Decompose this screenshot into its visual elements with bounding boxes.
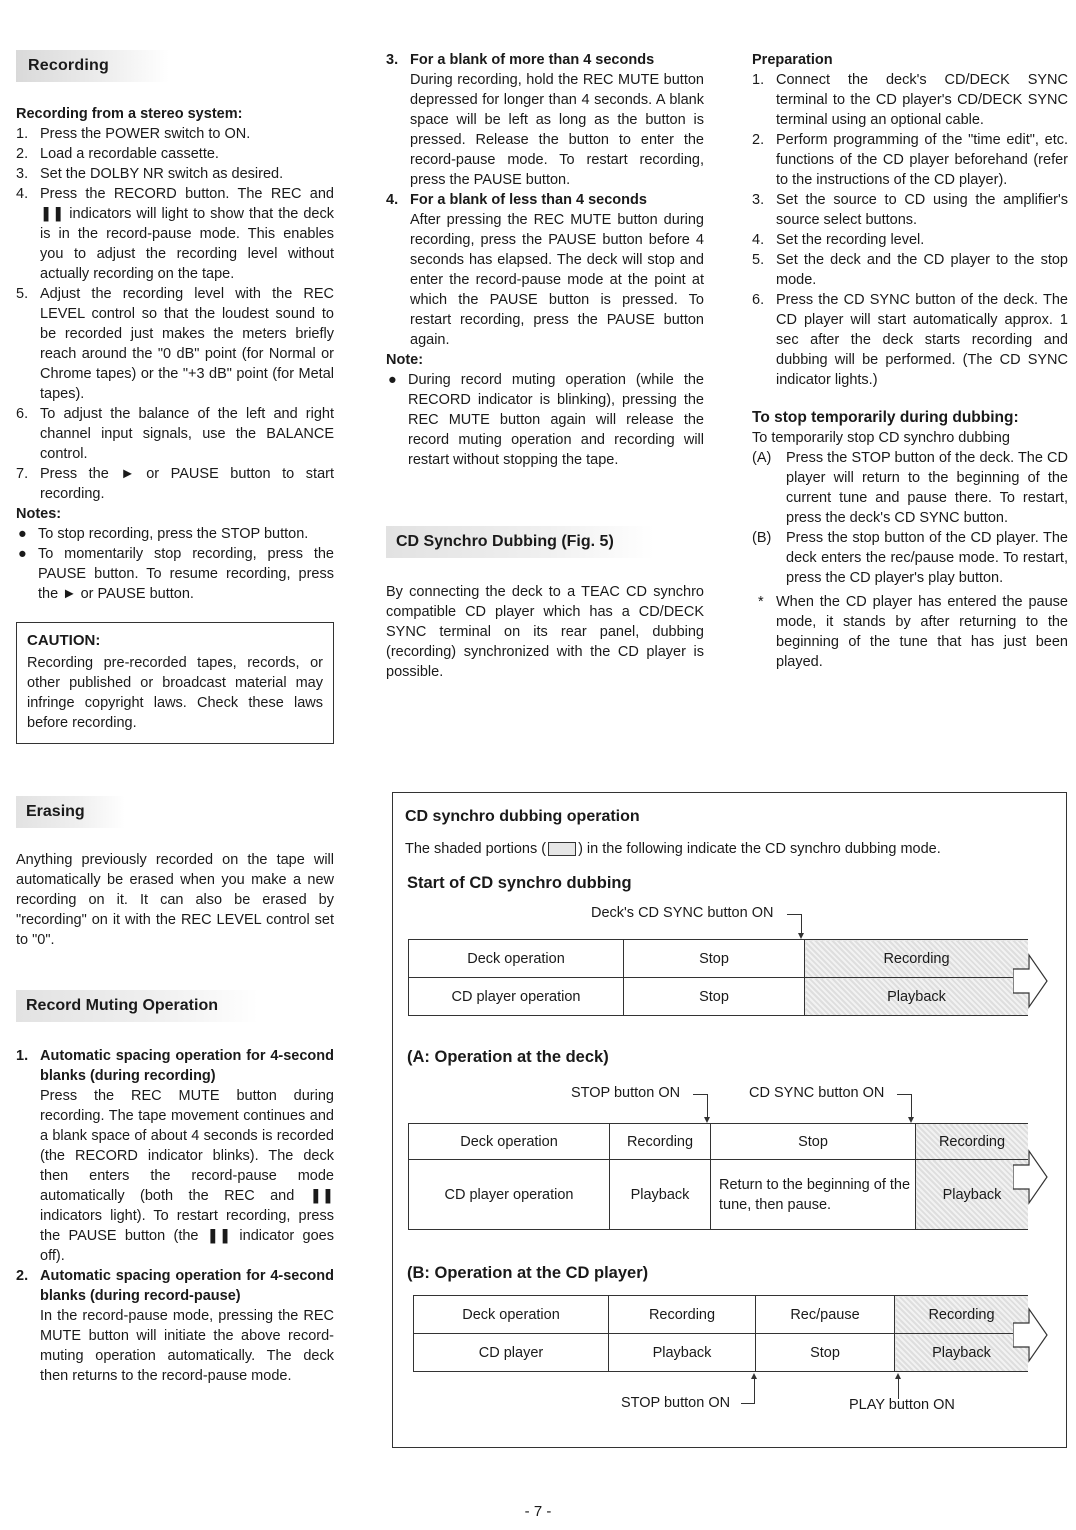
table-cell: Stop — [624, 978, 805, 1016]
cd-synchro-diagram — [392, 792, 1067, 1448]
table-cell: Playback — [916, 1160, 1029, 1230]
notes-list — [16, 524, 334, 604]
section-a-title: (A: Operation at the deck) — [407, 1048, 609, 1066]
table-row — [409, 1124, 1029, 1160]
list-item: 6. Press the CD SYNC button of the deck. The CD player will start automatically approx. 1 sec after the deck starts recording and dubbing will be performed. (The CD SYNC indicator lights.) — [752, 292, 1068, 388]
column-right — [752, 50, 1068, 672]
recording-heading: Recording — [16, 50, 169, 82]
table-cell: Playback — [610, 1160, 711, 1230]
section-b-table — [413, 1295, 1028, 1372]
table-cell: Recording — [916, 1124, 1029, 1160]
start-title: Start of CD synchro dubbing — [407, 874, 632, 892]
muting-note-list — [386, 370, 704, 470]
erasing-heading: Erasing — [16, 796, 125, 828]
table-cell: Deck operation — [409, 1124, 610, 1160]
stop-temp-intro: To temporarily stop CD synchro dubbing — [752, 430, 1010, 446]
stop-temp-items — [752, 448, 1068, 588]
list-item: 1. Automatic spacing operation for 4-second blanks (during recording) Press the REC MUTE button during recording. The tape movement continues and a blank space of about 4 seconds is recorded (the RECORD indicator blinks). The deck then enters the record-pause mode automatically (both the REC and ❚❚ indicators light). To restart recording, press the PAUSE button (the ❚❚ indicator goes off). — [16, 1048, 334, 1264]
arrow-right-icon — [1013, 1307, 1049, 1363]
list-item: 2. Load a recordable cassette. — [16, 146, 219, 162]
list-item: 7. Press the ► or PAUSE button to start recording. — [16, 466, 334, 502]
list-item: 5. Set the deck and the CD player to the stop mode. — [752, 252, 1068, 288]
list-item: 6. To adjust the balance of the left and right channel input signals, use the BALANCE control. — [16, 406, 334, 462]
column-left — [16, 50, 334, 1386]
table-cell: Return to the beginning of the tune, then pause. — [711, 1160, 916, 1230]
table-cell: Recording — [895, 1296, 1029, 1334]
list-item: 3. Set the DOLBY NR switch as desired. — [16, 166, 284, 182]
list-item: 4. For a blank of less than 4 seconds After pressing the REC MUTE button during recording, press the PAUSE button before 4 seconds has elapsed. The deck will stop and enter the record-pause mode at the point at which the PAUSE button is pressed. To restart recording, press the PAUSE button again. — [386, 192, 704, 348]
table-row — [414, 1334, 1029, 1372]
table-cell: Deck operation — [409, 940, 624, 978]
table-cell: Stop — [756, 1334, 895, 1372]
table-cell: Recording — [610, 1124, 711, 1160]
list-item: 5. Adjust the recording level with the REC LEVEL control so that the loudest sound to be recorded just makes the meters briefly reach around the "0 dB" point (for Normal or Chrome tapes) or the "+3 dB" point (for Metal tapes). — [16, 286, 334, 402]
table-row — [409, 978, 1029, 1016]
caution-box — [16, 622, 334, 744]
a-marker2-label: CD SYNC button ON — [749, 1085, 885, 1101]
arrow-right-icon — [1013, 1149, 1049, 1205]
start-marker-label: Deck's CD SYNC button ON — [591, 905, 774, 921]
list-item: 2. Automatic spacing operation for 4-second blanks (during record-pause) In the record-pause mode, pressing the REC MUTE button will initiate the above record-muting operation automatically. The deck then returns to the record-pause mode. — [16, 1268, 334, 1384]
table-cell: CD player operation — [409, 978, 624, 1016]
table-cell: Rec/pause — [756, 1296, 895, 1334]
arrow-right-icon — [1013, 953, 1049, 1009]
list-item: ● To momentarily stop recording, press the PAUSE button. To resume recording, press the ► or PAUSE button. — [18, 546, 334, 602]
erasing-text: Anything previously recorded on the tape will automatically be erased when you make a new recording on it. It can also be erased by "recording" on it with the REC LEVEL control set to "0". — [16, 852, 334, 948]
list-item: 3. For a blank of more than 4 seconds During recording, hold the REC MUTE button depressed for longer than 4 seconds. A blank space will be left as long as the button is pressed. Release the button to enter the record-pause mode. To restart recording, press the PAUSE button. — [386, 52, 704, 188]
section-a-table — [408, 1123, 1028, 1230]
table-row — [409, 940, 1029, 978]
list-item: 4. Set the recording level. — [752, 232, 925, 248]
table-cell: Stop — [711, 1124, 916, 1160]
list-item: 3. Set the source to CD using the amplifier's source select buttons. — [752, 192, 1068, 228]
section-b-title: (B: Operation at the CD player) — [407, 1264, 649, 1282]
column-middle — [386, 50, 704, 682]
muting-note-title: Note: — [386, 352, 424, 368]
page-number: - 7 - — [524, 1503, 552, 1520]
table-cell: Recording — [805, 940, 1029, 978]
stop-temp-title: To stop temporarily during dubbing: — [752, 409, 1019, 426]
table-cell: Recording — [609, 1296, 756, 1334]
diagram-title: CD synchro dubbing operation — [405, 808, 640, 825]
preparation-title: Preparation — [752, 52, 833, 68]
table-cell: Deck operation — [414, 1296, 609, 1334]
muting-heading: Record Muting Operation — [16, 990, 258, 1022]
shade-sample-icon — [548, 842, 576, 856]
table-cell: Playback — [805, 978, 1029, 1016]
recording-subheading: Recording from a stereo system: — [16, 106, 243, 122]
diagram-note: The shaded portions ( ) in the following indicate the CD synchro dubbing mode. — [405, 841, 941, 857]
list-item: 2. Perform programming of the "time edit", etc. functions of the CD player beforehand (refer to the instructions of the CD player). — [752, 132, 1068, 188]
list-item: ● To stop recording, press the STOP button. — [18, 526, 309, 542]
caution-title: CAUTION: — [27, 632, 101, 649]
list-item: 1. Press the POWER switch to ON. — [16, 126, 251, 142]
list-item: 1. Connect the deck's CD/DECK SYNC terminal to the CD player's CD/DECK SYNC terminal using an optional cable. — [752, 72, 1068, 128]
table-cell: CD player operation — [409, 1160, 610, 1230]
stop-temp-footnote: * When the CD player has entered the pause mode, it stands by after returning to the beginning of the tune that has just been played. — [758, 594, 1068, 670]
table-row — [414, 1296, 1029, 1334]
cdsync-heading: CD Synchro Dubbing (Fig. 5) — [386, 526, 654, 558]
caution-text: Recording pre-recorded tapes, records, or other published or broadcast material may infringe copyright laws. Check these laws before recording. — [27, 655, 323, 731]
preparation-steps — [752, 70, 1068, 390]
table-cell: Playback — [895, 1334, 1029, 1372]
table-cell: Stop — [624, 940, 805, 978]
muting-items-left — [16, 1046, 334, 1386]
notes-title: Notes: — [16, 506, 62, 522]
b-marker2-label: PLAY button ON — [849, 1397, 955, 1413]
a-marker1-label: STOP button ON — [571, 1085, 681, 1101]
list-item: (B) Press the stop button of the CD player. The deck enters the rec/pause mode. To restart, press the CD player's play button. — [752, 530, 1068, 586]
list-item: (A) Press the STOP button of the deck. The CD player will return to the beginning of the current tune and pause there. To restart, press the deck's CD SYNC button. — [752, 450, 1068, 526]
muting-items-right — [386, 50, 704, 350]
list-item: ● During record muting operation (while the RECORD indicator is blinking), pressing the REC MUTE button again will release the record muting operation and recording will restart without stopping the tape. — [388, 372, 704, 468]
start-table — [408, 939, 1028, 1016]
table-row — [409, 1160, 1029, 1230]
recording-steps — [16, 124, 334, 504]
table-cell: CD player — [414, 1334, 609, 1372]
list-item: 4. Press the RECORD button. The REC and ❚❚ indicators will light to show that the deck is in the record-pause mode. This enables you to adjust the recording level without actually recording on the tape. — [16, 186, 334, 282]
table-cell: Playback — [609, 1334, 756, 1372]
b-marker1-label: STOP button ON — [621, 1395, 731, 1411]
cdsync-text: By connecting the deck to a TEAC CD synchro compatible CD player which has a CD/DECK SYNC terminal on its rear panel, dubbing (recording) synchronized with the CD player is possible. — [386, 584, 704, 680]
